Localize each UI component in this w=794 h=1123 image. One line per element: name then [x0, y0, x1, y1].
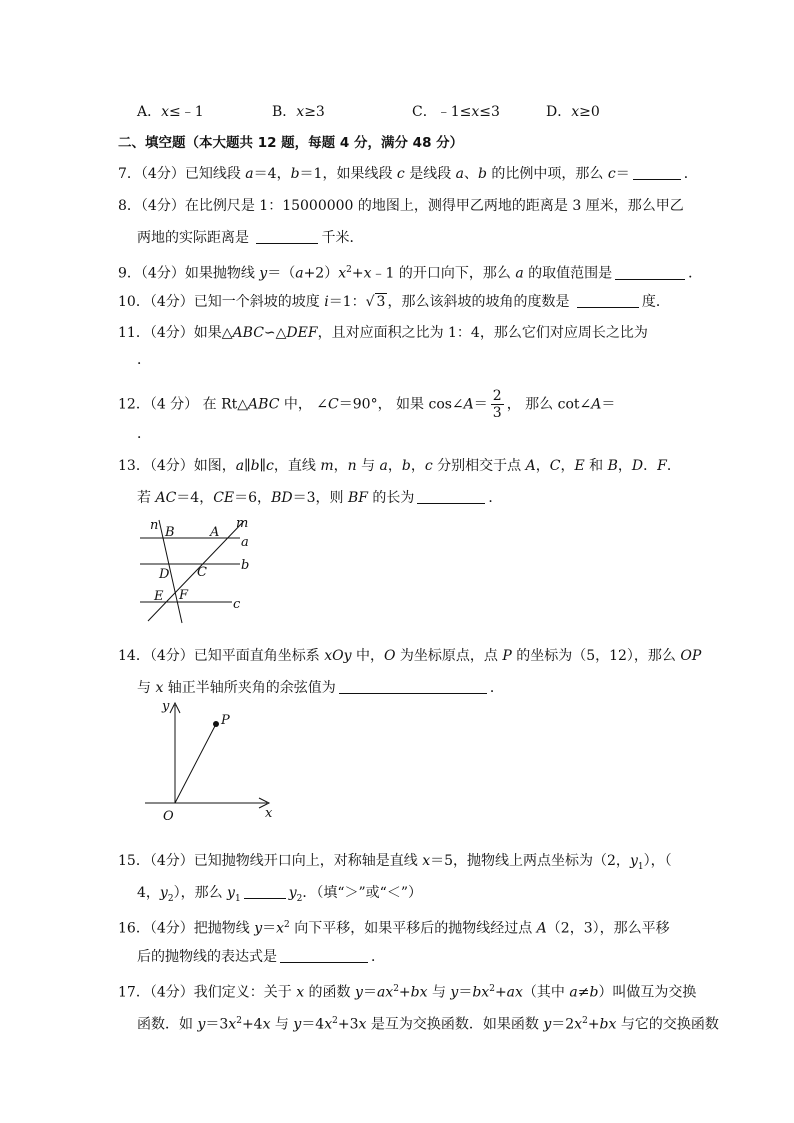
- question-15: 15．（4分）已知抛物线开口向上，对称轴是直线 x＝5，抛物线上两点坐标为（2，$y_1$），（: [118, 853, 672, 872]
- question-13-line2: 若 AC＝4，CE＝6，BD＝3，则 BF 的长为 ．: [137, 490, 503, 506]
- label-B: B: [165, 525, 175, 540]
- answer-blank[interactable]: [244, 884, 286, 899]
- question-16-line2: 后的抛物线的表达式是 ．: [137, 949, 385, 965]
- answer-blank[interactable]: [280, 948, 368, 963]
- option-d: D．x≥0: [546, 104, 600, 120]
- label-E: E: [154, 589, 164, 604]
- answer-blank[interactable]: [339, 679, 487, 694]
- option-c: C．﹣1≤x≤3: [412, 104, 500, 120]
- segment-op: [175, 724, 216, 803]
- label-D: D: [159, 567, 170, 582]
- answer-blank[interactable]: [256, 229, 318, 244]
- label-a: a: [241, 535, 249, 550]
- question-8-line2: 两地的实际距离是 千米．: [137, 230, 364, 246]
- label-x: x: [265, 806, 273, 821]
- answer-blank[interactable]: [633, 165, 681, 180]
- answer-blank[interactable]: [615, 265, 685, 280]
- question-13: 13．（4分）如图，a∥b∥c，直线 m，n 与 a，b，c 分别相交于点 A，C，E 和 B，D．F．: [118, 458, 681, 474]
- point-p: [213, 721, 219, 727]
- question-11: 11．（4分）如果△ABC∽△DEF，且对应面积之比为 1：4，那么它们对应周长之比为: [118, 325, 648, 341]
- question-11-end: ．: [137, 352, 151, 368]
- question-10: 10．（4分）已知一个斜坡的坡度 i＝1：√ 3 ，那么该斜坡的坡角的度数是 度．: [118, 294, 670, 310]
- section-title: 二、填空题（本大题共 12 题，每题 4 分，满分 48 分）: [118, 135, 464, 151]
- label-m: m: [236, 516, 249, 531]
- question-16: 16．（4分）把抛物线 $y=x^2$ 向下平移，如果平移后的抛物线经过点 A（2，3），那么平移: [118, 920, 670, 937]
- label-p: P: [221, 713, 230, 728]
- option-b: B．x≥3: [272, 104, 325, 120]
- label-A: A: [210, 525, 220, 540]
- question-7: 7．（4分）已知线段 a＝4，b＝1，如果线段 c 是线段 a、b 的比例中项，那么 c＝ ．: [118, 166, 698, 182]
- question-12-end: ．: [137, 426, 151, 442]
- question-17: 17．（4分）我们定义：关于 x 的函数 $y=ax^2+bx$ 与 $y=bx^2+ax$（其中 a≠b）叫做互为交换: [118, 984, 697, 1001]
- question-17-line2: 函数．如 $y=3x^2+4x$ 与 $y=4x^2+3x$ 是互为交换函数．如果函数 $y=2x^2+bx$ 与它的交换函数: [137, 1016, 719, 1033]
- label-F: F: [179, 588, 189, 603]
- question-15-line2: 4，$y_2$），那么 $y_1$ $y_2$．（填“＞”或“＜”）: [137, 885, 422, 904]
- option-a: A．x≤﹣1: [137, 104, 204, 120]
- question-14-line2: 与 x 轴正半轴所夹角的余弦值为 ．: [137, 680, 504, 696]
- label-y: y: [162, 699, 170, 714]
- label-n: n: [150, 518, 159, 533]
- question-12: 12．（4 分） 在 Rt△ABC 中， ∠C＝90°， 如果 cos∠A＝ $\frac{2}{3}$ ， 那么 cot∠A＝: [118, 388, 616, 421]
- label-C: C: [197, 565, 207, 580]
- parallel-lines-figure: [132, 515, 262, 625]
- coordinate-figure: [135, 697, 280, 837]
- label-b: b: [241, 558, 250, 573]
- label-c: c: [233, 597, 241, 612]
- question-14: 14．（4分）已知平面直角坐标系 xOy 中，O 为坐标原点，点 P 的坐标为（5，12），那么 OP: [118, 648, 702, 664]
- question-8: 8．（4分）在比例尺是 1：15000000 的地图上，测得甲乙两地的距离是 3 厘米，那么甲乙: [118, 198, 684, 214]
- question-9: 9．（4分）如果抛物线 $y=(a+2)x^2+x﹣1$ 的开口向下，那么 a 的取值范围是 ．: [118, 265, 703, 282]
- label-o: O: [163, 809, 174, 824]
- answer-blank[interactable]: [577, 293, 639, 308]
- answer-blank[interactable]: [417, 489, 485, 504]
